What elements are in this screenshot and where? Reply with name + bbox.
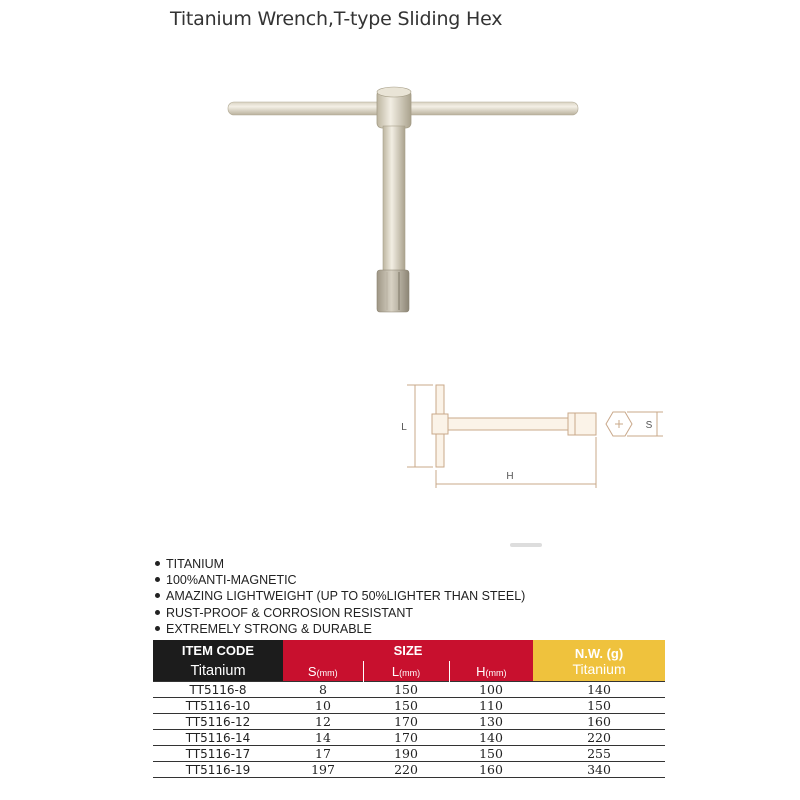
feature-item: RUST-PROOF & CORROSION RESISTANT (155, 605, 525, 621)
cell-l: 190 (363, 746, 449, 762)
table-row (153, 762, 665, 778)
page-title: Titanium Wrench,T-type Sliding Hex (170, 8, 503, 30)
cell-code: TT5116-14 (153, 730, 283, 746)
cell-h: 160 (449, 762, 533, 778)
cell-s: 17 (283, 746, 363, 762)
cell-h: 140 (449, 730, 533, 746)
spec-table (153, 640, 665, 778)
cell-code: TT5116-12 (153, 714, 283, 730)
table-row (153, 714, 665, 730)
header-item-code: ITEM CODE (153, 640, 283, 661)
table-row (153, 698, 665, 714)
cell-nw: 340 (533, 762, 665, 778)
bullet-icon (155, 626, 160, 631)
bullet-icon (155, 577, 160, 582)
feature-item: AMAZING LIGHTWEIGHT (UP TO 50%LIGHTER THAN STEEL) (155, 588, 525, 604)
cell-l: 170 (363, 730, 449, 746)
cell-l: 150 (363, 682, 449, 698)
cell-nw: 160 (533, 714, 665, 730)
cell-nw: 255 (533, 746, 665, 762)
cell-h: 130 (449, 714, 533, 730)
table-row (153, 682, 665, 698)
cell-nw: 220 (533, 730, 665, 746)
header-size: SIZE (283, 640, 533, 661)
subheader-nw-material: Titanium (533, 661, 665, 682)
cell-code: TT5116-8 (153, 682, 283, 698)
feature-item: TITANIUM (155, 556, 525, 572)
scan-mark (510, 543, 542, 547)
cell-nw: 150 (533, 698, 665, 714)
subheader-s: S(mm) (283, 661, 363, 682)
feature-item: 100%ANTI-MAGNETIC (155, 572, 525, 588)
cell-code: TT5116-10 (153, 698, 283, 714)
bullet-icon (155, 593, 160, 598)
cell-l: 150 (363, 698, 449, 714)
cell-s: 10 (283, 698, 363, 714)
cell-l: 170 (363, 714, 449, 730)
dimension-label-s: S (645, 420, 653, 431)
wrench-photo (220, 80, 590, 320)
table-row (153, 730, 665, 746)
dimension-drawing (395, 375, 675, 495)
subheader-h: H(mm) (449, 661, 533, 682)
cell-s: 8 (283, 682, 363, 698)
cell-nw: 140 (533, 682, 665, 698)
cell-s: 14 (283, 730, 363, 746)
cell-s: 197 (283, 762, 363, 778)
cell-h: 110 (449, 698, 533, 714)
subheader-l: L(mm) (363, 661, 449, 682)
table-row (153, 746, 665, 762)
header-net-weight: N.W. (g) (533, 640, 665, 661)
cell-code: TT5116-17 (153, 746, 283, 762)
bullet-icon (155, 610, 160, 615)
dimension-label-h: H (506, 471, 514, 482)
cell-h: 100 (449, 682, 533, 698)
bullet-icon (155, 561, 160, 566)
feature-list (155, 556, 525, 637)
dimension-label-l: L (401, 422, 407, 433)
cell-s: 12 (283, 714, 363, 730)
cell-l: 220 (363, 762, 449, 778)
subheader-material: Titanium (153, 661, 283, 682)
feature-item: EXTREMELY STRONG & DURABLE (155, 621, 525, 637)
cell-h: 150 (449, 746, 533, 762)
cell-code: TT5116-19 (153, 762, 283, 778)
